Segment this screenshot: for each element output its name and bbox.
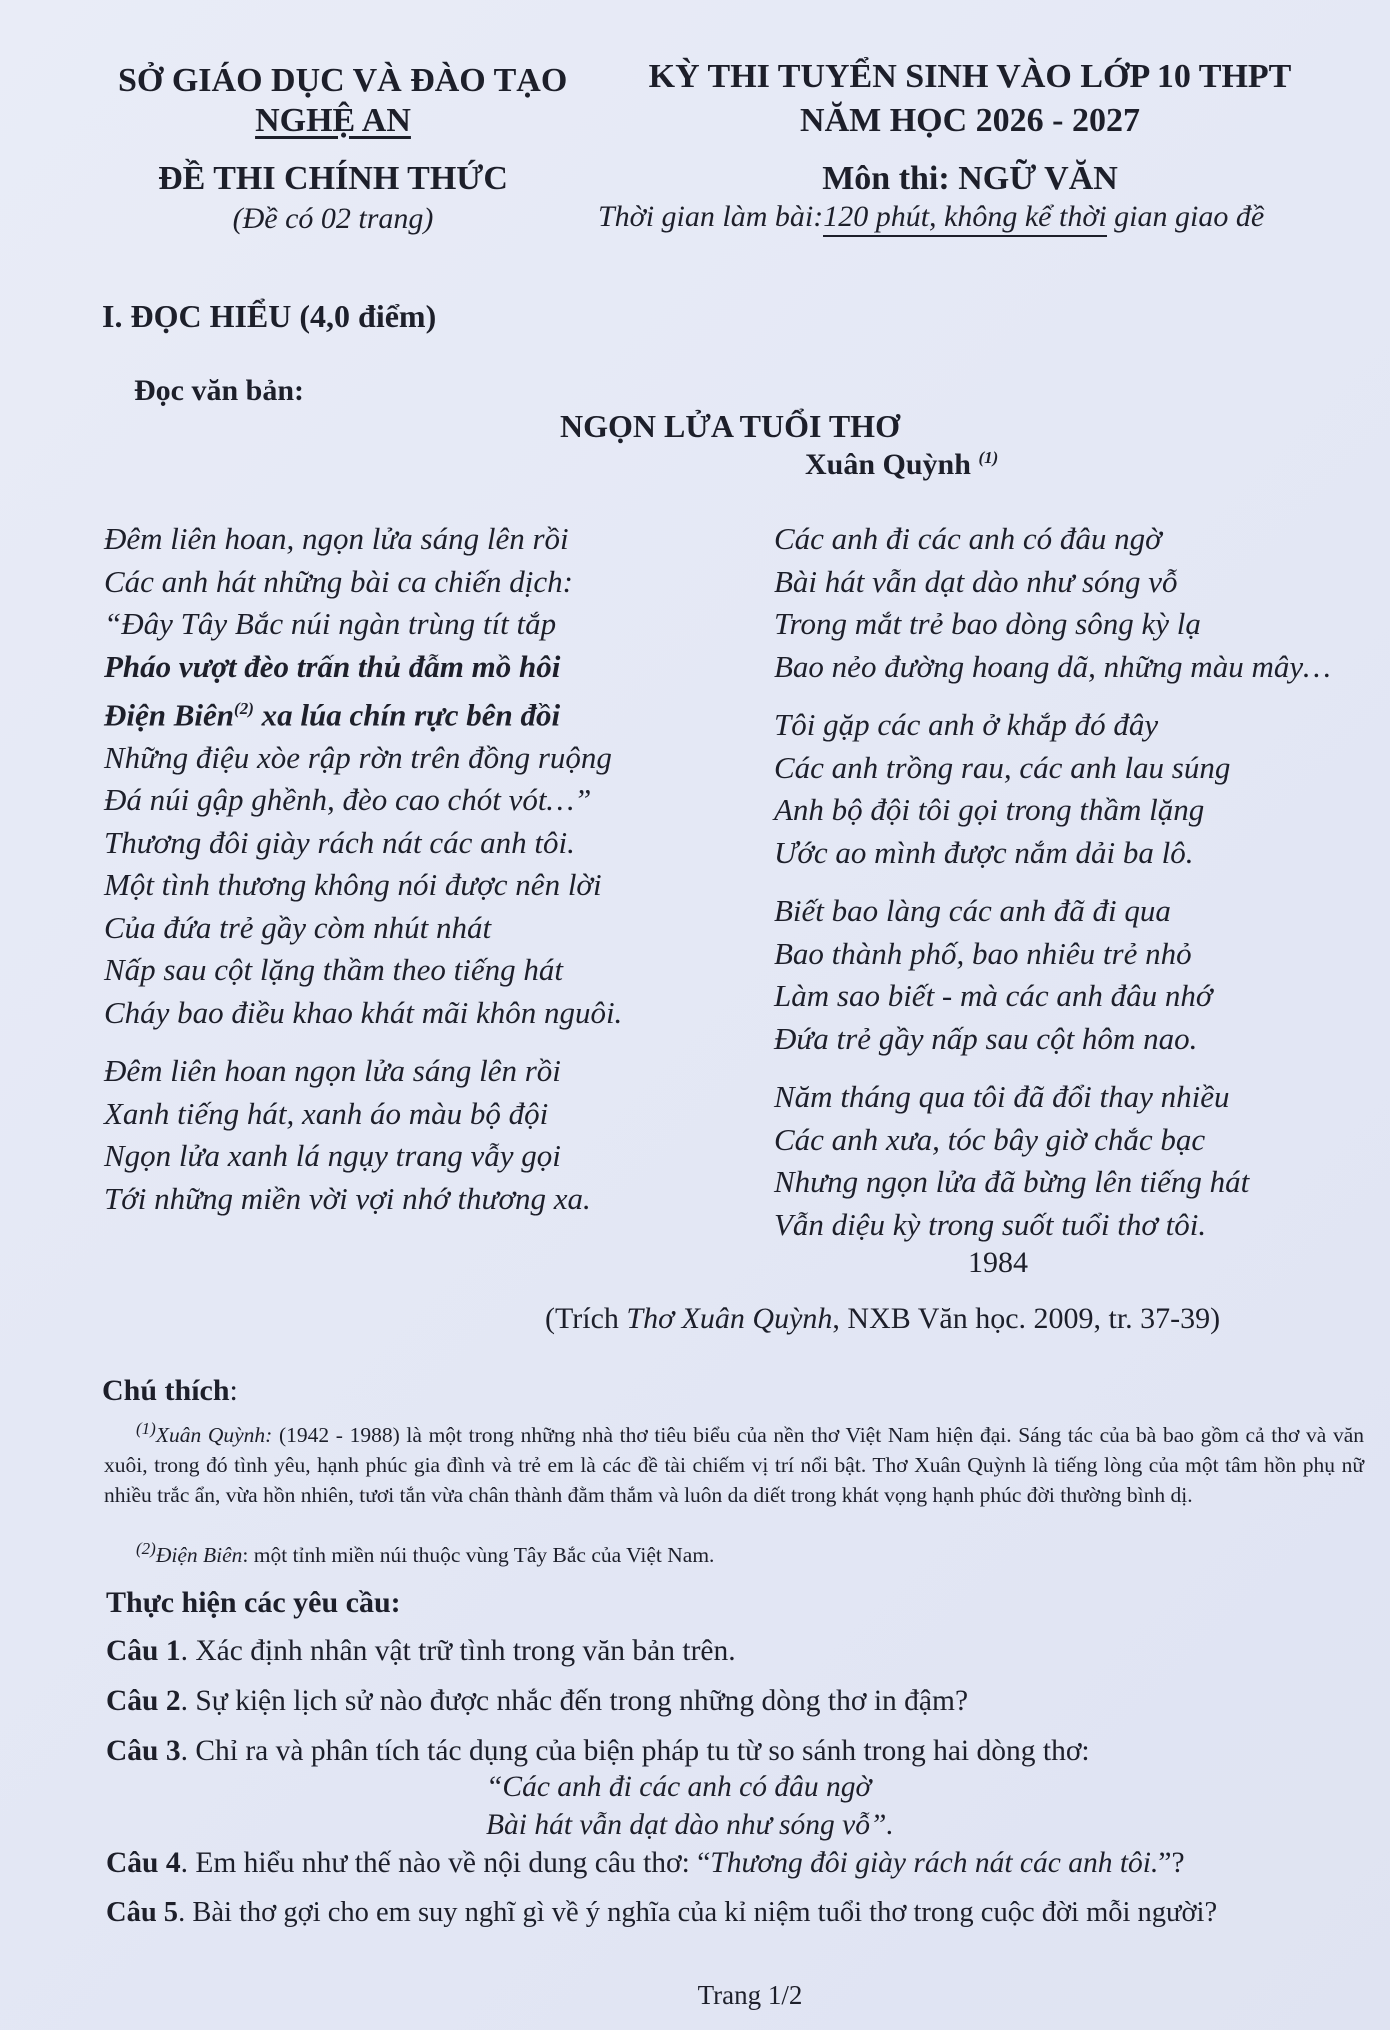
- stanza: [774, 1076, 1374, 1246]
- question-3-label: Câu 3: [106, 1735, 181, 1767]
- poem-line: Ước ao mình được nắm dải ba lô.: [774, 834, 1194, 870]
- stanza: [104, 518, 744, 1034]
- poem-line: Xanh tiếng hát, xanh áo màu bộ đội: [104, 1095, 549, 1131]
- time-allowed: [598, 200, 1358, 234]
- poem-line: Bài hát vẫn dạt dào như sóng vỗ: [774, 563, 1178, 599]
- poem-line: Nhưng ngọn lửa đã bừng lên tiếng hát: [774, 1164, 1250, 1199]
- stanza: [104, 1050, 744, 1220]
- poem-line: Đêm liên hoan ngọn lửa sáng lên rồi: [104, 1053, 561, 1089]
- poem-line: Đêm liên hoan, ngọn lửa sáng lên rồi: [104, 521, 569, 556]
- poem-line: Cháy bao điều khao khát mãi khôn nguôi.: [104, 994, 623, 1030]
- poem-line-rest: xa lúa chín rực bên đồi: [253, 697, 561, 733]
- footnote-1: [104, 1414, 1364, 1510]
- poem-line: Các anh xưa, tóc bây giờ chắc bạc: [774, 1121, 1206, 1157]
- notes-heading: [102, 1374, 238, 1408]
- stanza: [774, 518, 1374, 688]
- poem-line: Bao thành phố, bao nhiêu trẻ nhỏ: [774, 935, 1192, 971]
- poem-line: Của đứa trẻ gầy còm nhút nhát: [104, 909, 492, 945]
- question-3-quote-line-1: “Các anh đi các anh có đâu ngờ: [486, 1771, 872, 1803]
- question-4-tail: ”?: [1158, 1847, 1185, 1879]
- footnote-1-text: (1942 - 1988) là một trong những nhà thơ tiêu biểu của nền thơ Việt Nam hiện đại. Sáng tác của bà bao gồm cả thơ và văn xuôi, trong đó tình yêu, hạnh phúc gia đình và trẻ em là các đề tài chiếm vị trí nổi bật. Thơ Xuân Quỳnh là tiếng lòng của một tâm hồn phụ nữ nhiều trắc ẩn, vừa hồn nhiên, tươi tắn vừa chân thành đằm thắm và luôn da diết trong khát vọng hạnh phúc đời thường bình dị.: [104, 1423, 1364, 1508]
- poem-line: Tới những miền vời vợi nhớ thương xa.: [104, 1180, 591, 1216]
- poem-line: Trong mắt trẻ bao dòng sông kỳ lạ: [774, 606, 1201, 641]
- poem-line: Thương đôi giày rách nát các anh tôi.: [104, 824, 575, 860]
- exam-title: KỲ THI TUYỂN SINH VÀO LỚP 10 THPT: [648, 58, 1292, 95]
- question-2-label: Câu 2: [106, 1685, 181, 1717]
- time-tail: gian giao đề: [1106, 200, 1265, 233]
- question-4-quote: Thương đôi giày rách nát các anh tôi.: [710, 1847, 1159, 1879]
- question-5: [106, 1888, 1217, 1938]
- source-post: , NXB Văn học. 2009, tr. 37-39): [832, 1302, 1221, 1335]
- stanza: [774, 890, 1374, 1060]
- poem-line: Các anh trồng rau, các anh lau súng: [774, 749, 1231, 785]
- poem-year: 1984: [968, 1246, 1028, 1279]
- question-3-text: . Chỉ ra và phân tích tác dụng của biện pháp tu từ so sánh trong hai dòng thơ:: [180, 1735, 1090, 1767]
- poem-line: Nấp sau cột lặng thầm theo tiếng hát: [104, 952, 563, 988]
- poem-line: Các anh đi các anh có đâu ngờ: [774, 521, 1162, 556]
- poem-right-column: [774, 518, 1374, 1262]
- footnote-1-mark: (1): [136, 1419, 156, 1438]
- poem-author: [805, 448, 998, 482]
- question-4-label: Câu 4: [106, 1847, 181, 1879]
- poem-line: Một tình thương không nói được nên lời: [104, 867, 602, 903]
- time-label: Thời gian làm bài:: [598, 200, 824, 233]
- poem-line: Ngọn lửa xanh lá ngụy trang vẫy gọi: [104, 1138, 561, 1174]
- source-citation: [545, 1302, 1220, 1336]
- poem-line: Vẫn diệu kỳ trong suốt tuổi thơ tôi.: [774, 1206, 1207, 1242]
- tasks-heading: Thực hiện các yêu cầu:: [106, 1586, 401, 1619]
- page-number: Trang 1/2: [697, 1980, 803, 2010]
- poem-line: Tôi gặp các anh ở khắp đó đây: [774, 707, 1159, 742]
- source-pre: (Trích: [545, 1302, 627, 1335]
- question-3-quote-line-2: Bài hát vẫn dạt dào như sóng vỗ”.: [486, 1809, 894, 1841]
- poem-line: Những điệu xòe rập rờn trên đồng ruộng: [104, 739, 612, 775]
- question-4: [106, 1838, 1185, 1888]
- school-year: NĂM HỌC 2026 - 2027: [800, 102, 1140, 139]
- official-exam-label: ĐỀ THI CHÍNH THỨC: [158, 160, 508, 197]
- poem-line-bold: Pháo vượt đèo trấn thủ đẫm mồ hôi: [104, 648, 561, 684]
- poem-line: “Đây Tây Bắc núi ngàn trùng tít tắp: [104, 606, 557, 641]
- stanza: [774, 704, 1374, 874]
- footnote-2: [136, 1534, 1366, 1570]
- author-footnote-mark: (1): [978, 448, 999, 467]
- footnote-mark: (2): [234, 699, 254, 718]
- question-4-text: . Em hiểu như thế nào về nội dung câu thơ: “: [180, 1847, 711, 1879]
- page-count-note: (Đề có 02 trang): [232, 202, 434, 235]
- dien-bien-word: Điện Biên: [104, 697, 235, 733]
- notes-heading-text: Chú thích: [102, 1374, 230, 1407]
- poem-line-bold: [104, 688, 744, 737]
- poem-line: Làm sao biết - mà các anh đâu nhớ: [774, 978, 1213, 1013]
- poem-line: Anh bộ đội tôi gọi trong thầm lặng: [774, 792, 1205, 827]
- poem-line: Đá núi gập ghềnh, đèo cao chót vót…”: [104, 782, 592, 818]
- section-heading: I. ĐỌC HIỂU (4,0 điểm): [102, 298, 437, 334]
- question-2-text: . Sự kiện lịch sử nào được nhắc đến trong những dòng thơ in đậm?: [180, 1685, 969, 1717]
- question-2: [106, 1676, 968, 1726]
- notes-colon: :: [229, 1374, 238, 1407]
- footnote-2-mark: (2): [136, 1539, 156, 1558]
- question-1-label: Câu 1: [106, 1635, 181, 1667]
- footnote-2-name: Điện Biên: [155, 1543, 243, 1568]
- subject: Môn thi: NGỮ VĂN: [822, 160, 1118, 197]
- poem-line: Đứa trẻ gầy nấp sau cột hôm nao.: [774, 1020, 1198, 1056]
- poem-line: Các anh hát những bài ca chiến dịch:: [104, 563, 573, 599]
- poem-line: Biết bao làng các anh đã đi qua: [774, 893, 1171, 928]
- question-5-label: Câu 5: [106, 1897, 179, 1928]
- department-name: SỞ GIÁO DỤC VÀ ĐÀO TẠO: [118, 62, 568, 99]
- poem-line: Bao nẻo đường hoang dã, những màu mây…: [774, 648, 1331, 684]
- province-name: NGHỆ AN: [255, 102, 411, 139]
- source-book: Thơ Xuân Quỳnh: [626, 1302, 833, 1335]
- question-1-text: . Xác định nhân vật trữ tình trong văn bản trên.: [180, 1635, 736, 1667]
- time-value: 120 phút, không kể thời: [823, 200, 1106, 237]
- read-label: Đọc văn bản:: [134, 374, 305, 407]
- poem-title: NGỌN LỬA TUỔI THƠ: [560, 408, 900, 444]
- poem-left-column: [104, 518, 744, 1236]
- question-5-text: . Bài thơ gợi cho em suy nghĩ gì về ý nghĩa của kỉ niệm tuổi thơ trong cuộc đời mỗi người?: [178, 1897, 1218, 1928]
- author-name: Xuân Quỳnh: [805, 448, 971, 481]
- footnote-1-name: Xuân Quỳnh:: [155, 1423, 273, 1448]
- footnote-2-text: : một tỉnh miền núi thuộc vùng Tây Bắc của Việt Nam.: [242, 1543, 715, 1568]
- question-1: [106, 1626, 736, 1676]
- poem-line: Năm tháng qua tôi đã đổi thay nhiều: [774, 1079, 1230, 1114]
